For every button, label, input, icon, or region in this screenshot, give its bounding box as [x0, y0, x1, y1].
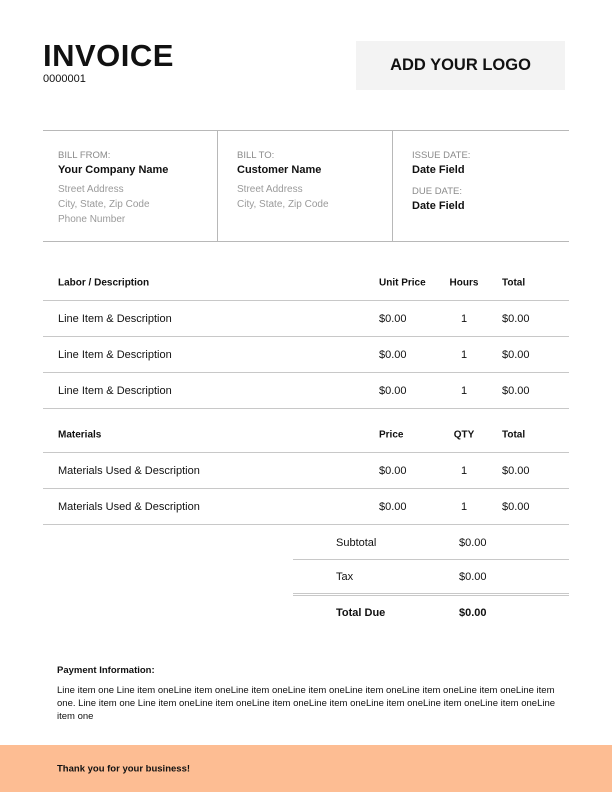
due-date-value: Date Field — [412, 200, 465, 212]
subtotal-row — [293, 526, 569, 560]
issue-date-value: Date Field — [412, 164, 465, 176]
invoice-title: INVOICE — [43, 38, 174, 73]
bill-to-label: BILL TO: — [237, 150, 275, 161]
total-due-value: $0.00 — [459, 606, 487, 619]
table-row — [43, 337, 569, 373]
invoice-number: 0000001 — [43, 73, 86, 85]
row-total: $0.00 — [502, 384, 530, 397]
labor-total-header: Total — [502, 277, 526, 288]
company-phone: Phone Number — [58, 214, 126, 225]
row-description: Materials Used & Description — [58, 500, 200, 513]
total-due-row — [293, 596, 569, 629]
row-description: Line Item & Description — [58, 384, 172, 397]
table-row — [43, 373, 569, 409]
bill-to-section — [218, 131, 393, 241]
labor-header-row — [43, 265, 569, 301]
materials-qty-header: QTY — [453, 429, 475, 440]
customer-street: Street Address — [237, 184, 303, 195]
payment-info-title: Payment Information: — [57, 665, 155, 676]
labor-hours-header: Hours — [449, 277, 479, 288]
row-hours: 1 — [460, 348, 468, 361]
bill-from-section — [43, 131, 218, 241]
subtotal-value: $0.00 — [459, 536, 487, 549]
total-due-label: Total Due — [336, 606, 386, 619]
totals-block — [336, 526, 569, 629]
labor-price-header: Unit Price — [379, 277, 426, 288]
table-row — [43, 301, 569, 337]
materials-table — [43, 417, 569, 525]
row-description: Materials Used & Description — [58, 464, 200, 477]
bill-from-label: BILL FROM: — [58, 150, 111, 161]
logo-placeholder: ADD YOUR LOGO — [356, 41, 565, 90]
footer-thank-you: Thank you for your business! — [57, 763, 191, 774]
company-city: City, State, Zip Code — [58, 199, 150, 210]
labor-table — [43, 265, 569, 409]
materials-desc-header: Materials — [58, 429, 102, 440]
row-price: $0.00 — [379, 500, 407, 513]
row-hours: 1 — [460, 312, 468, 325]
row-qty: 1 — [460, 464, 468, 477]
row-description: Line Item & Description — [58, 312, 172, 325]
tax-value: $0.00 — [459, 570, 487, 583]
billing-info — [43, 130, 569, 242]
company-street: Street Address — [58, 184, 124, 195]
tax-label: Tax — [336, 570, 354, 583]
row-qty: 1 — [460, 500, 468, 513]
subtotal-label: Subtotal — [336, 536, 377, 549]
company-name: Your Company Name — [58, 164, 169, 176]
materials-price-header: Price — [379, 429, 404, 440]
table-row — [43, 453, 569, 489]
row-hours: 1 — [460, 384, 468, 397]
row-description: Line Item & Description — [58, 348, 172, 361]
dates-section — [393, 131, 569, 241]
customer-name: Customer Name — [237, 164, 322, 176]
row-total: $0.00 — [502, 464, 530, 477]
materials-total-header: Total — [502, 429, 526, 440]
row-price: $0.00 — [379, 348, 407, 361]
labor-desc-header: Labor / Description — [58, 277, 150, 288]
customer-city: City, State, Zip Code — [237, 199, 329, 210]
due-date-label: DUE DATE: — [412, 186, 462, 197]
row-total: $0.00 — [502, 348, 530, 361]
tax-row — [293, 560, 569, 596]
issue-date-label: ISSUE DATE: — [412, 150, 471, 161]
table-row — [43, 489, 569, 525]
payment-info-text: Line item one Line item oneLine item oneLine item oneLine item oneLine item oneLine item oneLine item oneLine item one. Line item one Line item oneLine item oneLine item oneLine item oneLine item oneLine item oneLine item oneLine item one — [57, 685, 556, 722]
row-price: $0.00 — [379, 384, 407, 397]
row-total: $0.00 — [502, 500, 530, 513]
footer-banner — [0, 745, 612, 792]
row-price: $0.00 — [379, 312, 407, 325]
row-total: $0.00 — [502, 312, 530, 325]
row-price: $0.00 — [379, 464, 407, 477]
materials-header-row — [43, 417, 569, 453]
